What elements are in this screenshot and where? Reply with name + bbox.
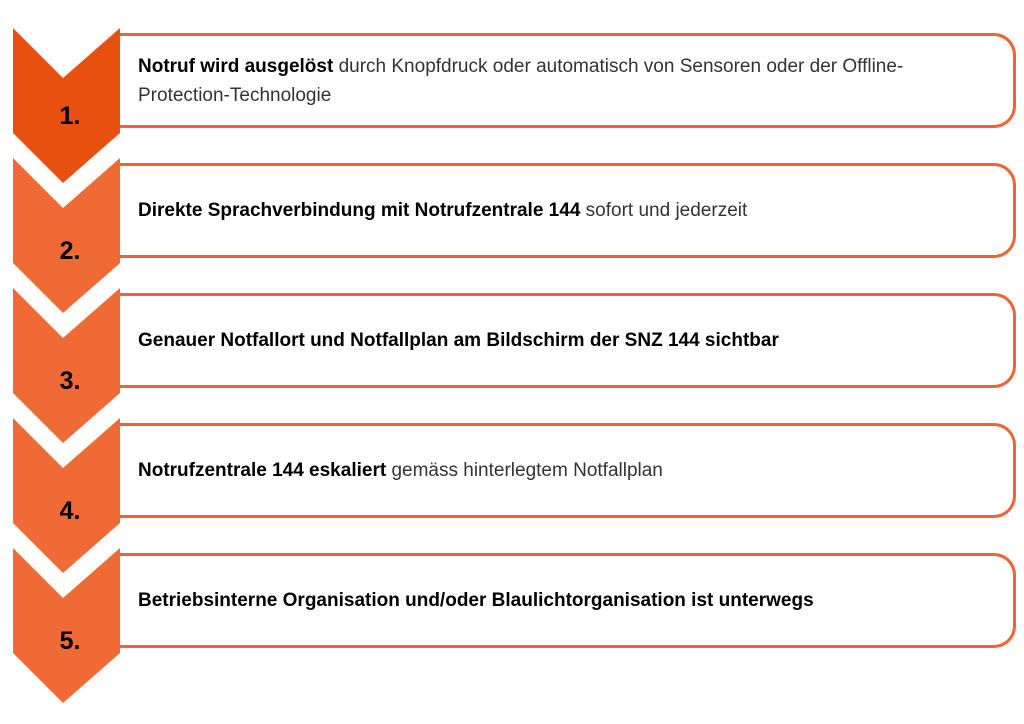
step-number-5: 5. (59, 627, 81, 655)
chevron-step-2 (13, 158, 120, 313)
step-box-3 (120, 293, 1016, 388)
chevron-step-4 (13, 418, 120, 573)
step-number-2: 2. (59, 237, 81, 265)
step-text-3 (138, 326, 779, 355)
chevron-step-5 (13, 548, 120, 703)
step-detail-1: durch Knopfdruck oder automatisch von Sensoren oder der Offline-Protection-Technologie (138, 55, 904, 106)
step-box-1 (120, 33, 1016, 128)
step-text-5 (138, 586, 814, 615)
step-title-2: Direkte Sprachverbindung mit Notrufzentrale 144 (138, 200, 581, 221)
step-text-2 (138, 196, 747, 225)
step-text-4 (138, 456, 663, 485)
step-box-4 (120, 423, 1016, 518)
step-box-2 (120, 163, 1016, 258)
step-title-3: Genauer Notfallort und Notfallplan am Bildschirm der SNZ 144 sichtbar (138, 330, 779, 351)
step-number-4: 4. (59, 497, 81, 525)
step-box-5 (120, 553, 1016, 648)
step-detail-2: sofort und jederzeit (580, 200, 748, 221)
step-text-1 (138, 52, 995, 110)
step-number-3: 3. (59, 367, 81, 395)
step-title-1: Notruf wird ausgelöst (138, 55, 334, 77)
step-title-5: Betriebsinterne Organisation und/oder Blaulichtorganisation ist unterwegs (138, 590, 814, 611)
step-title-4: Notrufzentrale 144 eskaliert (138, 460, 387, 481)
chevron-step-3 (13, 288, 120, 443)
step-detail-4: gemäss hinterlegtem Notfallplan (386, 460, 663, 481)
step-number-1: 1. (59, 102, 81, 130)
